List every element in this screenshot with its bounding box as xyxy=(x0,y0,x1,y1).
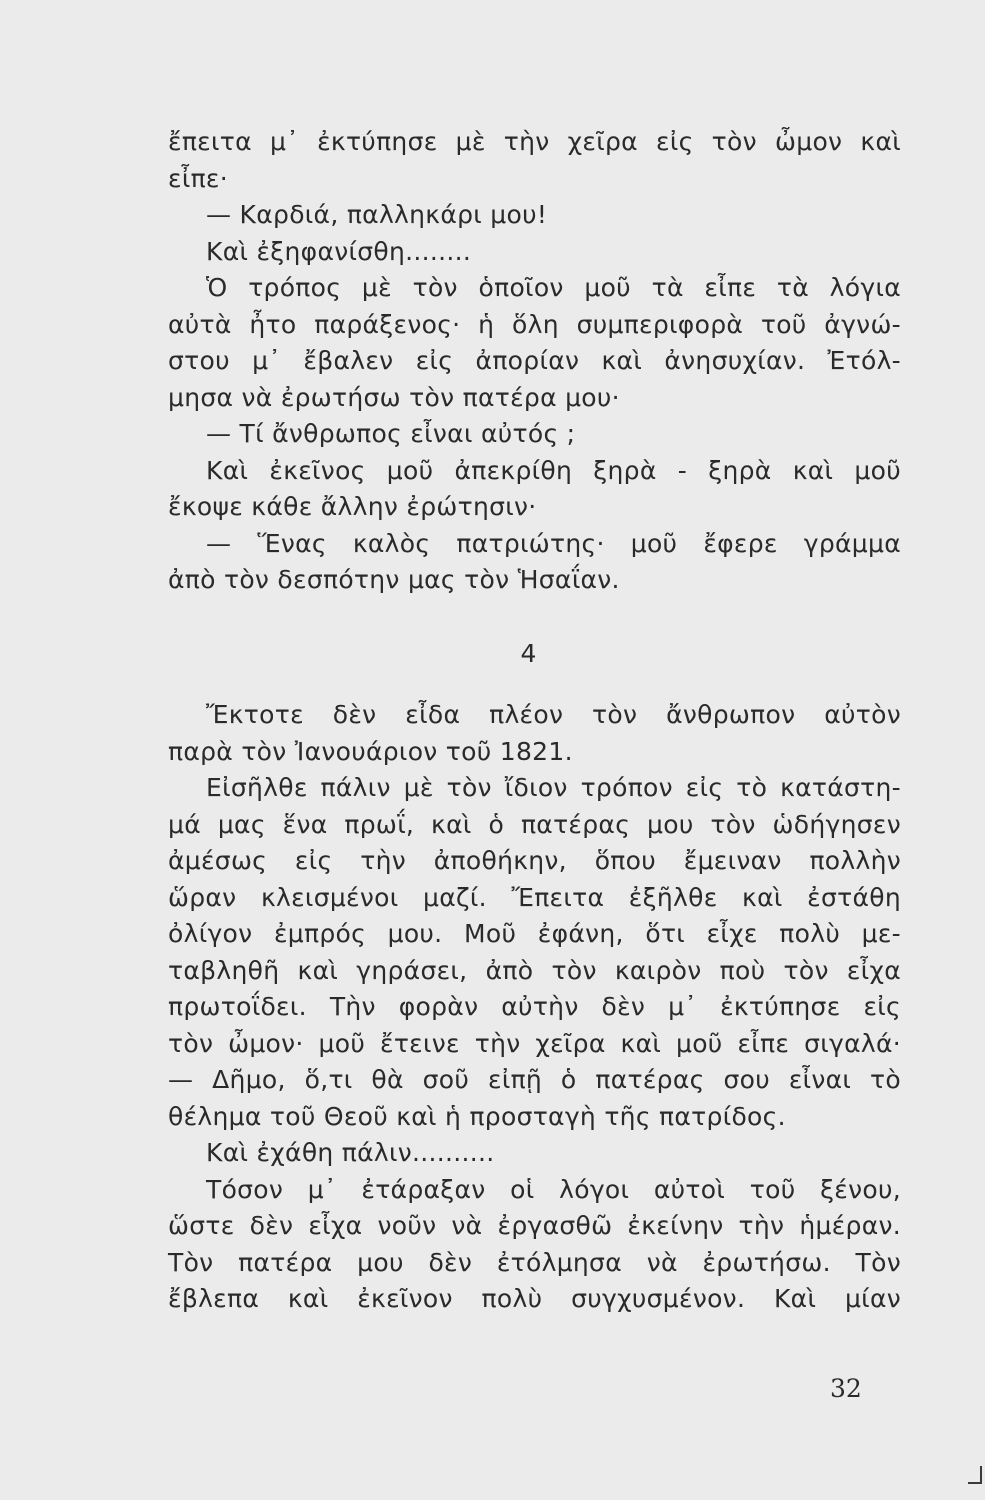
text-line: μησα νὰ ἐρωτήσω τὸν πατέρα μου· xyxy=(168,382,620,412)
text-line: πρωτοΐδει. Τὴν φορὰν αὐτὴν δὲν μ᾽ ἐκτύπησε εἰς xyxy=(168,992,901,1021)
text-block-lower xyxy=(168,697,901,1318)
text-line: ἀπὸ τὸν δεσπότην μας τὸν Ἡσαΐαν. xyxy=(168,565,620,594)
text-line: μά μας ἕνα πρωΐ, καὶ ὁ πατέρας μου τὸν ὡδήγησεν xyxy=(168,809,901,839)
text-line: ἔπειτα μ᾽ ἐκτύπησε μὲ τὴν χεῖρα εἰς τὸν ὦμον καὶ xyxy=(168,127,901,156)
text-line: Εἰσῆλθε πάλιν μὲ τὸν ἴδιον τρόπον εἰς τὸ κατάστη- xyxy=(206,773,901,802)
crop-mark xyxy=(968,1466,982,1484)
text-line: Καὶ ἐξηφανίσθη........ xyxy=(206,236,472,266)
text-line: ὥστε δὲν εἶχα νοῦν νὰ ἐργασθῶ ἐκείνην τὴν ἡμέραν. xyxy=(168,1211,901,1240)
text-line: Τὸν πατέρα μου δὲν ἐτόλμησα νὰ ἐρωτήσω. Τὸν xyxy=(168,1247,901,1277)
text-line: εἶπε· xyxy=(168,163,228,193)
text-line: ὥραν κλεισμένοι μαζί. Ἔπειτα ἐξῆλθε καὶ ἐστάθη xyxy=(168,882,901,912)
text-line: Ὁ τρόπος μὲ τὸν ὁποῖον μοῦ τὰ εἶπε τὰ λόγια xyxy=(206,273,901,302)
text-line: αὐτὰ ἦτο παράξενος· ἡ ὅλη συμπεριφορὰ τοῦ ἀγνώ- xyxy=(168,309,901,339)
text-line: ἀμέσως εἰς τὴν ἀποθήκην, ὅπου ἔμειναν πολλὴν xyxy=(168,846,901,875)
text-line: — Ἕνας καλὸς πατριώτης· μοῦ ἔφερε γράμμα xyxy=(206,528,901,558)
section-number: 4 xyxy=(520,639,537,668)
text-line: τὸν ὦμον· μοῦ ἔτεινε τὴν χεῖρα καὶ μοῦ εἶπε σιγαλά· xyxy=(168,1028,901,1058)
text-line: θέλημα τοῦ Θεοῦ καὶ ἡ προσταγὴ τῆς πατρίδος. xyxy=(168,1101,786,1131)
text-line: ταβληθῆ καὶ γηράσει, ἀπὸ τὸν καιρὸν ποὺ τὸν εἶχα xyxy=(168,955,901,985)
text-line: ὀλίγον ἐμπρός μου. Μοῦ ἐφάνη, ὅτι εἶχε πολὺ με- xyxy=(168,919,901,948)
text-line: Καὶ ἐκεῖνος μοῦ ἀπεκρίθη ξηρὰ - ξηρὰ καὶ μοῦ xyxy=(206,455,901,485)
text-line: Ἔκτοτε δὲν εἶδα πλέον τὸν ἄνθρωπον αὐτὸν xyxy=(206,700,901,729)
text-line: — Δῆμο, ὅ,τι θὰ σοῦ εἰπῇ ὁ πατέρας σου εἶναι τὸ xyxy=(168,1065,901,1094)
text-line: ἔβλεπα καὶ ἐκεῖνον πολὺ συγχυσμένον. Καὶ μίαν xyxy=(168,1284,901,1313)
text-line: στου μ᾽ ἔβαλεν εἰς ἀπορίαν καὶ ἀνησυχίαν. Ἐτόλ- xyxy=(168,346,901,375)
text-line: — Τί ἄνθρωπος εἶναι αὐτός ; xyxy=(206,419,576,448)
page-number: 32 xyxy=(830,1374,862,1403)
text-line: ἔκοψε κάθε ἄλλην ἐρώτησιν· xyxy=(168,492,537,521)
text-block-upper xyxy=(168,124,901,599)
text-line: Καὶ ἐχάθη πάλιν.......... xyxy=(206,1138,495,1167)
text-line: παρὰ τὸν Ἰανουάριον τοῦ 1821. xyxy=(168,736,573,766)
text-line: Τόσον μ᾽ ἐτάραξαν οἱ λόγοι αὐτοὶ τοῦ ξένου, xyxy=(206,1174,901,1204)
text-line: — Καρδιά, παλληκάρι μου! xyxy=(206,200,548,229)
